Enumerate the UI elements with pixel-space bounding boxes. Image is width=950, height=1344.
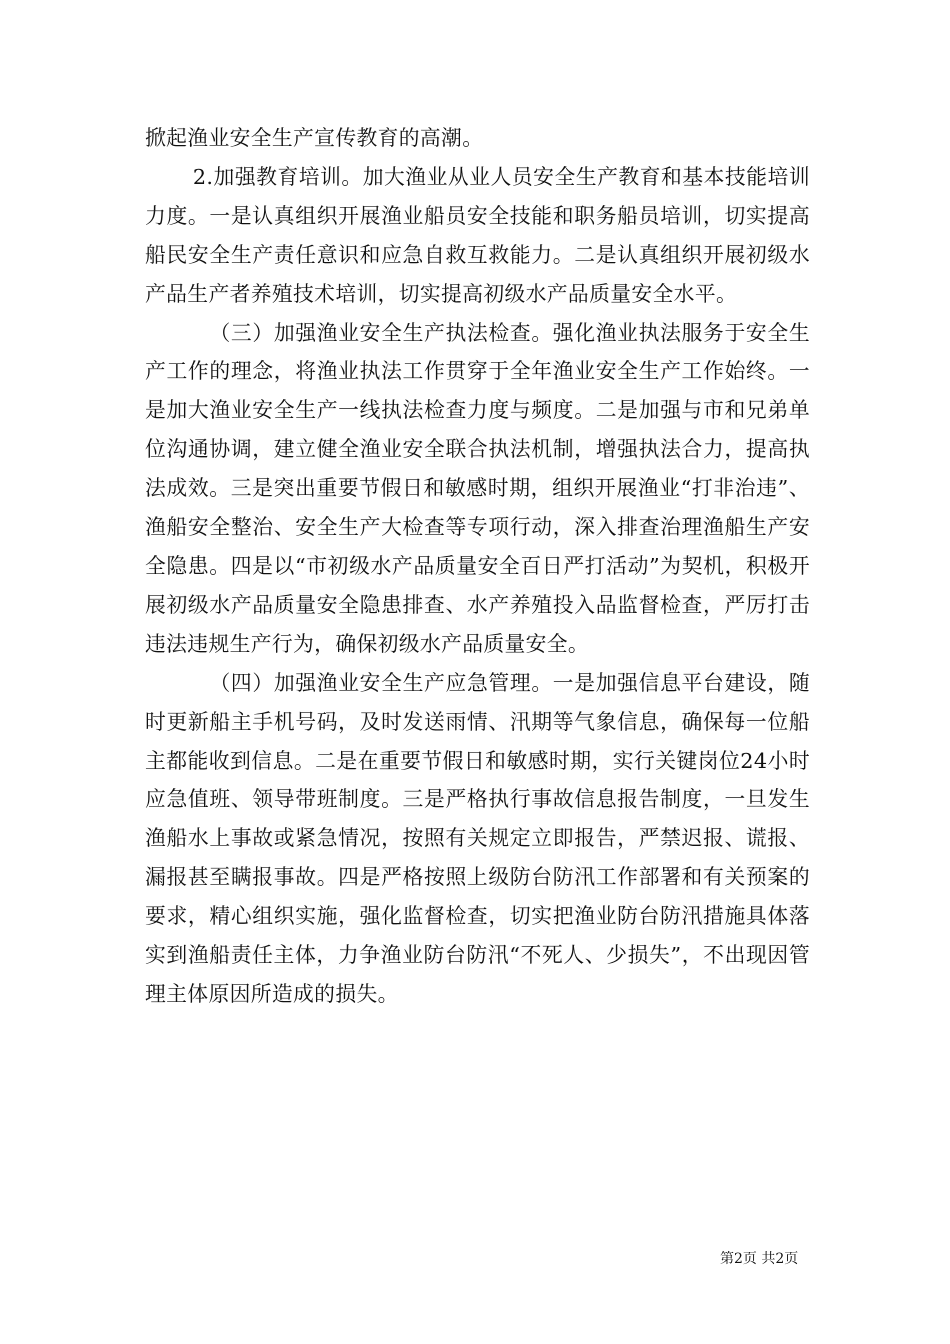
paragraph-continuation: 掀起渔业安全生产宣传教育的高潮。 bbox=[145, 126, 484, 150]
paragraph-law-enforcement: （三）加强渔业安全生产执法检查。强化渔业执法服务于安全生产工作的理念，将渔业执法工作贯穿于全年渔业安全生产工作始终。一是加大渔业安全生产一线执法检查力度与频度。二是加强与市和兄弟单位沟通协调，建立健全渔业安全联合执法机制，增强执法合力，提高执法成效。三是突出重要节假日和敏感时期，组织开展渔业“打非治违”、渔船安全整治、安全生产大检查等专项行动，深入排查治理渔船生产安全隐患。四是以“市初级水产品质量安全百日严打活动”为契机，积极开展初级水产品质量安全隐患排查、水产养殖投入品监督检查，严厉打击违法违规生产行为，确保初级水产品质量安全。 bbox=[145, 320, 810, 656]
paragraph-education-training: 2.加强教育培训。加大渔业从业人员安全生产教育和基本技能培训力度。一是认真组织开展渔业船员安全技能和职务船员培训，切实提高船民安全生产责任意识和应急自救互救能力。二是认真组织开展初级水产品生产者养殖技术培训，切实提高初级水产品质量安全水平。 bbox=[145, 164, 810, 306]
document-body bbox=[145, 119, 810, 1014]
paragraph-emergency-management: （四）加强渔业安全生产应急管理。一是加强信息平台建设，随时更新船主手机号码，及时发送雨情、汛期等气象信息，确保每一位船主都能收到信息。二是在重要节假日和敏感时期，实行关键岗位24小时应急值班、领导带班制度。三是严格执行事故信息报告制度，一旦发生渔船水上事故或紧急情况，按照有关规定立即报告，严禁迟报、谎报、漏报甚至瞒报事故。四是严格按照上级防台防汛工作部署和有关预案的要求，精心组织实施，强化监督检查，切实把渔业防台防汛措施具体落实到渔船责任主体，力争渔业防台防汛“不死人、少损失”，不出现因管理主体原因所造成的损失。 bbox=[145, 670, 810, 1006]
page-number-footer: 第2页 共2页 bbox=[720, 1251, 799, 1267]
